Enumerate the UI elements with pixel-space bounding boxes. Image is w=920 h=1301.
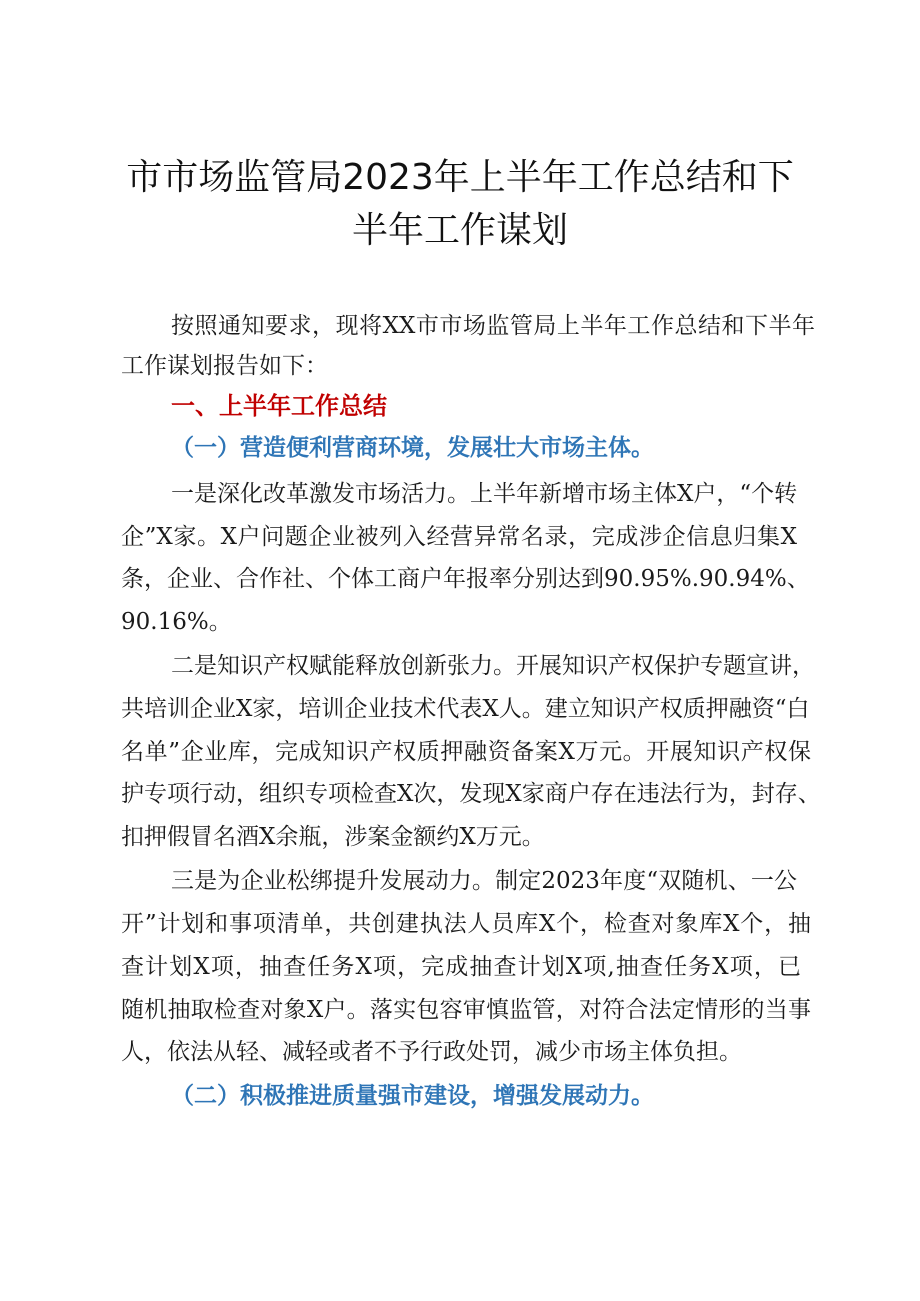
intro-line-1: 按照通知要求，现将XX市市场监管局上半年工作总结和下半年: [171, 313, 815, 339]
para3-line-2: 开”计划和事项清单，共创建执法人员库X个，检查对象库X个，抽: [121, 911, 811, 937]
para2-line-5: 扣押假冒名酒X余瓶，涉案金额约X万元。: [121, 824, 545, 850]
para3-line-1: 三是为企业松绑提升发展动力。制定2023年度“双随机、一公: [171, 868, 797, 894]
document-title-line-1: 市市场监管局2023年上半年工作总结和下: [126, 157, 794, 198]
para3-line-5: 人，依法从轻、减轻或者不予行政处罚，减少市场主体负担。: [121, 1039, 742, 1065]
para2-line-2: 共培训企业X家，培训企业技术代表X人。建立知识产权质押融资“白: [121, 696, 810, 722]
para2-line-1: 二是知识产权赋能释放创新张力。开展知识产权保护专题宣讲，: [171, 653, 815, 679]
para2-line-3: 名单”企业库，完成知识产权质押融资备案X万元。开展知识产权保: [121, 739, 811, 765]
para3-line-4: 随机抽取检查对象X户。落实包容审慎监管，对符合法定情形的当事: [121, 997, 811, 1023]
para1-line-1: 一是深化改革激发市场活力。上半年新增市场主体X户，“个转: [171, 481, 798, 507]
para1-line-3: 条，企业、合作社、个体工商户年报率分别达到90.95%.90.94%、: [121, 566, 810, 592]
para2-line-4: 护专项行动，组织专项检查X次，发现X家商户存在违法行为，封存、: [121, 781, 821, 807]
section-heading-1: 一、上半年工作总结: [171, 392, 387, 420]
subsection-heading-2: （二）积极推进质量强市建设，增强发展动力。: [171, 1082, 654, 1109]
para1-line-2: 企”X家。X户问题企业被列入经营异常名录，完成涉企信息归集X: [121, 524, 797, 550]
para3-line-3: 查计划X项，抽查任务X项，完成抽查计划X项,抽查任务X项，已: [121, 954, 801, 980]
document-title-line-2: 半年工作谋划: [351, 210, 568, 251]
intro-line-2: 工作谋划报告如下：: [121, 353, 328, 379]
para1-line-4: 90.16%。: [121, 609, 232, 635]
subsection-heading-1: （一）营造便利营商环境，发展壮大市场主体。: [171, 434, 654, 461]
